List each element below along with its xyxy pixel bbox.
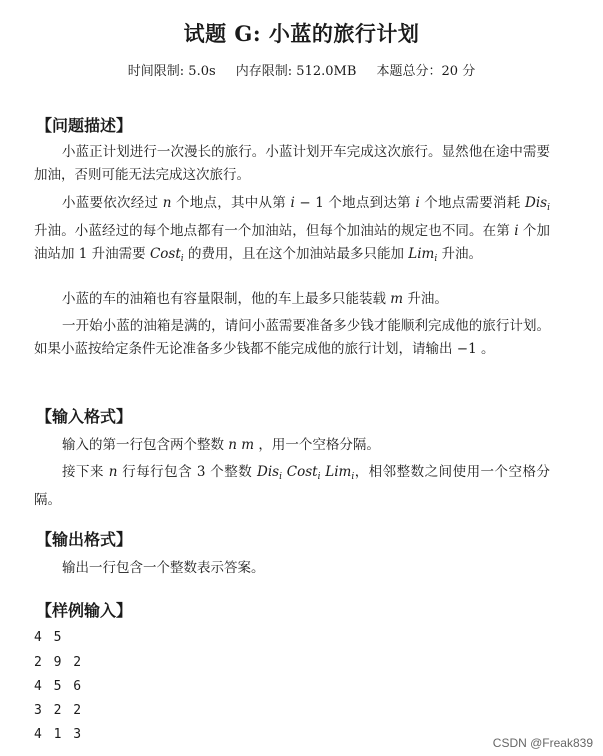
csdn-watermark: CSDN @Freak839 (492, 736, 593, 750)
problem-paragraph-2: 小蓝要依次经过 n 个地点，其中从第 i − 1 个地点到达第 i 个地点需要消耗 Dis$_i$ 升油。小蓝经过的每个地点都有一个加油站，但每个加油站的规定也不同。在第 i 个加油站加 1 升油需要 Cost$_i$ 的费用，且在这个加油站最多只能加 Lim$_i$ 升油。 (34, 195, 550, 264)
section-sample-input-heading: 【样例输入】 (36, 601, 133, 620)
problem-title: 试题 G: 小蓝的旅行计划 (183, 21, 420, 46)
sample-input-line: 2 9 2 (34, 655, 84, 670)
sample-input-line: 4 1 3 (34, 727, 84, 742)
section-problem-heading: 【问题描述】 (36, 116, 133, 135)
total-score: 本题总分：20 分 (376, 64, 476, 79)
time-limit: 时间限制: 5.0s (127, 64, 216, 79)
problem-meta (0, 60, 603, 79)
sample-input-line: 3 2 2 (34, 703, 84, 718)
section-input-heading: 【输入格式】 (36, 407, 133, 426)
input-paragraph-1: 输入的第一行包含两个整数 n m ，用一个空格分隔。 (62, 437, 380, 453)
problem-paragraph-3: 小蓝的车的油箱也有容量限制，他的车上最多只能装载 m 升油。 (62, 291, 448, 307)
sample-input-line: 4 5 6 (34, 679, 84, 694)
memory-limit: 内存限制: 512.0MB (235, 64, 357, 79)
output-paragraph: 输出一行包含一个整数表示答案。 (62, 560, 265, 576)
problem-paragraph-1: 小蓝正计划进行一次漫长的旅行。小蓝计划开车完成这次旅行。显然他在途中需要加油，否则可能无法完成这次旅行。 (34, 144, 550, 183)
input-paragraph-2: 接下来 n 行每行包含 3 个整数 Dis$_i$ Cost$_i$ Lim$_i$，相邻整数之间使用一个空格分隔。 (34, 464, 550, 508)
problem-paragraph-4: 一开始小蓝的油箱是满的，请问小蓝需要准备多少钱才能顺利完成他的旅行计划。如果小蓝按给定条件无论准备多少钱都不能完成他的旅行计划，请输出 −1 。 (34, 318, 550, 357)
section-output-heading: 【输出格式】 (36, 530, 133, 549)
sample-input-line: 4 5 (34, 630, 64, 645)
